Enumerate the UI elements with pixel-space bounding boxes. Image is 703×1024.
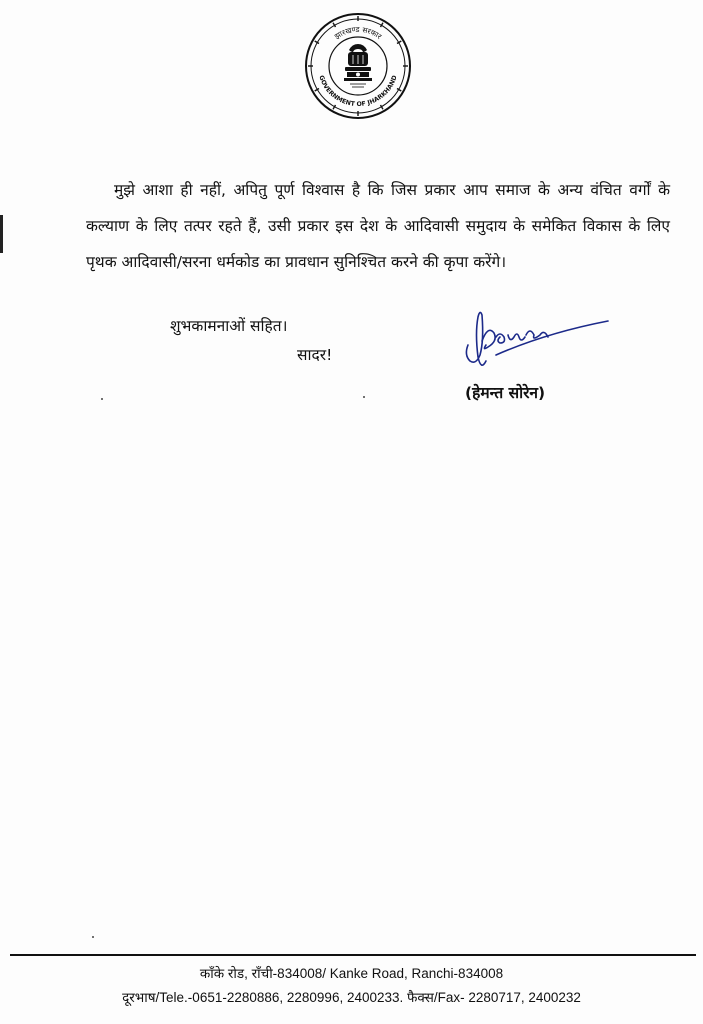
paragraph-line-4: सुनिश्चित करने की कृपा करेंगे। xyxy=(333,253,507,271)
greeting-text: शुभकामनाओं सहित। xyxy=(170,317,288,335)
paragraph-line-2: वंचित वर्गों के कल्याण के लिए तत्पर रहते हैं, उसी प्रकार इस देश के आदिवासी xyxy=(86,181,670,235)
closing-text: सादर! xyxy=(297,346,333,364)
signatory-name: (हेमन्त सोरेन) xyxy=(465,384,546,402)
seal-top-text: झारखण्ड सरकार xyxy=(332,24,384,42)
scan-edge-mark xyxy=(0,215,3,253)
scan-speck xyxy=(363,396,365,398)
paragraph-line-1: मुझे आशा ही नहीं, अपितु पूर्ण विश्वास है कि जिस प्रकार आप समाज के अन्य xyxy=(114,181,583,199)
footer-address: काँके रोड, राँची-834008/ Kanke Road, Ranchi-834008 xyxy=(199,966,504,981)
letter-body xyxy=(86,172,670,280)
svg-text:झारखण्ड सरकार xyxy=(333,25,384,42)
government-seal-icon xyxy=(304,12,412,120)
footer-contact: दूरभाष/Tele.-0651-2280886, 2280996, 2400233. फैक्स/Fax- 2280717, 2400232 xyxy=(122,990,581,1005)
scan-speck xyxy=(101,398,103,400)
paragraph-line-3: समुदाय के समेकित विकास के लिए पृथक आदिवासी/सरना धर्मकोड का प्रावधान xyxy=(86,217,670,271)
seal-ring-text: GOVERNMENT OF JHARKHAND xyxy=(317,74,399,109)
letterhead-footer xyxy=(0,962,703,1010)
handwritten-signature xyxy=(456,305,616,377)
footer-divider xyxy=(10,954,696,956)
body-paragraph xyxy=(86,172,670,280)
scan-speck xyxy=(92,936,94,938)
